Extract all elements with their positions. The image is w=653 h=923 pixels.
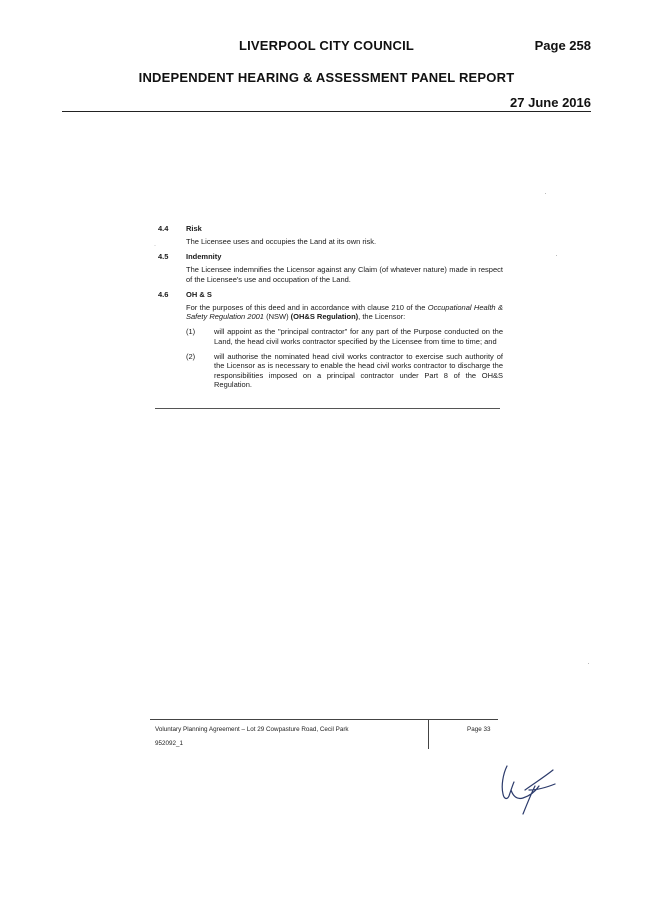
scan-speck	[588, 663, 589, 664]
clause-title: OH & S	[186, 289, 212, 299]
clause-number: 4.4	[158, 224, 169, 233]
clause-number: 4.5	[158, 252, 169, 262]
scan-speck	[556, 255, 557, 256]
header-report-title: INDEPENDENT HEARING & ASSESSMENT PANEL REPORT	[138, 70, 515, 85]
footer-page: Page 33	[467, 726, 491, 733]
scan-mark: ·	[154, 243, 156, 249]
header-date: 27 June 2016	[510, 95, 591, 110]
header-rule	[62, 111, 591, 112]
subclause-text: will authorise the nominated head civil works contractor to exercise such authority of the Licensor as is necessary to enable the head civil works contractor to discharge the responsibilities imposed on a principal contractor under Part 8 of the OH&S Regulation.	[214, 352, 503, 389]
document-body	[154, 224, 503, 395]
clause-body: The Licensee indemnifies the Licensor against any Claim (of whatever nature) made in respect of the Licensee's use and occupation of the Land.	[186, 265, 503, 284]
clause-text: For the purposes of this deed and in accordance with clause 210 of the	[186, 302, 428, 312]
subclause-number: (1)	[186, 327, 196, 337]
subclause-2	[186, 352, 503, 389]
signature-icon	[495, 760, 565, 820]
subclause-1	[186, 327, 503, 346]
clause-number: 4.6	[158, 289, 169, 299]
clause-title: Risk	[186, 224, 202, 233]
footer-divider	[428, 719, 429, 749]
footer-agreement: Voluntary Planning Agreement – Lot 29 Cowpasture Road, Cecil Park	[155, 726, 349, 733]
header-council: LIVERPOOL CITY COUNCIL	[238, 38, 415, 53]
clause-body: The Licensee uses and occupies the Land at its own risk.	[186, 237, 377, 246]
clause-4-6	[158, 290, 503, 389]
clause-text: (NSW)	[263, 312, 291, 322]
scan-speck	[545, 193, 546, 194]
footer-rule	[150, 719, 498, 720]
clause-text: , the Licensor:	[358, 312, 406, 322]
regulation-name: Occupational Health & Safety Regulation 2001	[186, 302, 503, 322]
subclause-number: (2)	[186, 352, 196, 362]
footer-doc-id: 952092_1	[155, 740, 184, 747]
defined-term: (OH&S Regulation)	[290, 312, 359, 322]
clause-4-5	[158, 252, 503, 284]
clause-title: Indemnity	[186, 252, 222, 262]
clause-body	[186, 303, 503, 322]
clause-4-4	[158, 224, 503, 246]
document-end-rule	[155, 408, 500, 409]
subclause-text: will appoint as the "principal contractor" for any part of the Purpose conducted on the Land, the head civil works contractor specified by the Licensee from time to time; and	[214, 327, 503, 346]
header-page-number: Page 258	[534, 38, 591, 53]
